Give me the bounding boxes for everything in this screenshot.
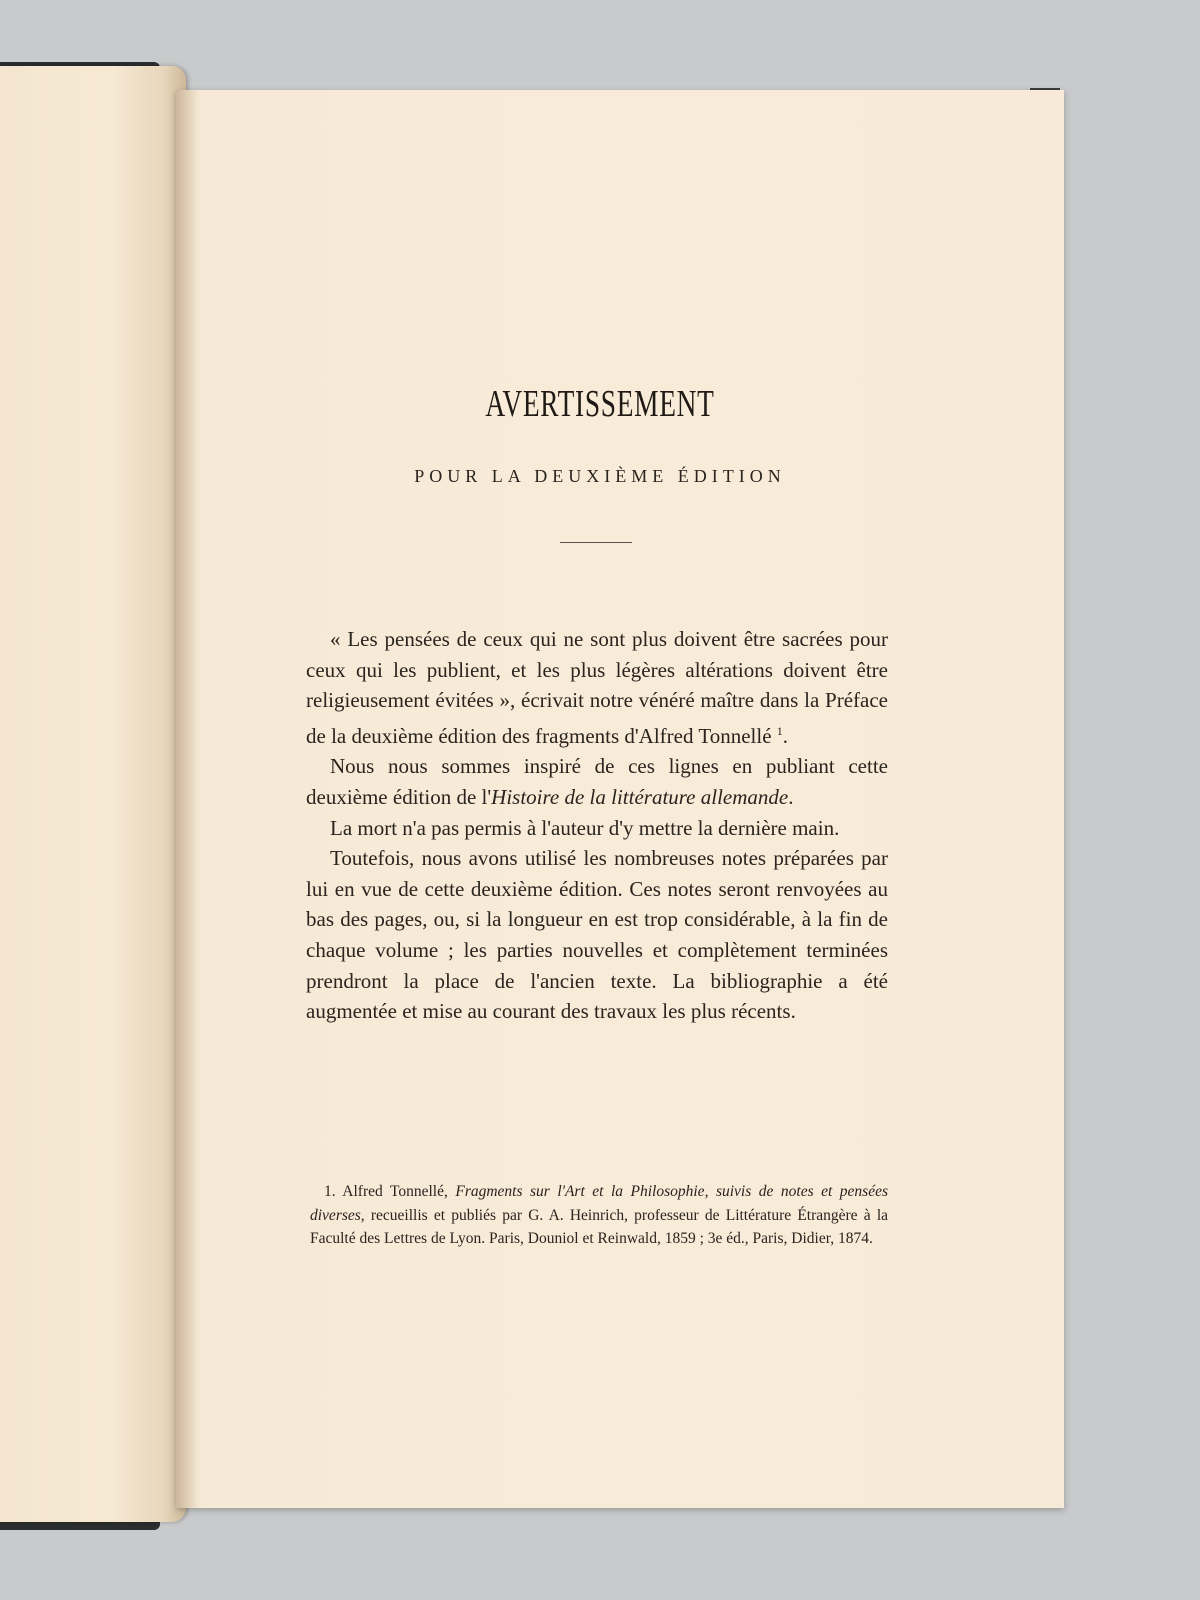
page-subtitle: POUR LA DEUXIÈME ÉDITION: [414, 466, 786, 486]
paragraph-1-text: « Les pensées de ceux qui ne sont plus doivent être sacrées pour ceux qui les publient, et les plus légères altérations doivent être religieusement évitées », écrivait notre vénéré maître dans la Préface de la deuxième édition des fragments d'Alfred Tonnellé: [306, 627, 888, 748]
body-text: [306, 624, 888, 1027]
footnote-text: recueillis et publiés par G. A. Heinrich, professeur de Littérature Étrangère à la Faculté des Lettres de Lyon. Paris, Douniol et Reinwald, 1859 ; 3e éd., Paris, Didier, 1874.: [310, 1206, 889, 1247]
footnote: [310, 1180, 888, 1251]
footnote-work-title: Fragments sur l'Art et la Philosophie, suivis de notes et pensées diverses,: [310, 1183, 888, 1224]
book-title-reference: Histoire de la littérature allemande: [491, 784, 789, 809]
paragraph-2: [306, 751, 888, 812]
footnote-reference[interactable]: 1: [776, 723, 783, 738]
footnote-author: Alfred Tonnellé,: [342, 1183, 448, 1200]
paragraph-4: Toutefois, nous avons utilisé les nombreuses notes préparées par lui en vue de cette deuxième édition. Ces notes seront renvoyées au bas des pages, ou, si la longueur en est trop considérable, à la fin de chaque volume ; les parties nouvelles et complètement terminées prendront la place de l'ancien texte. La bibliographie a été augmentée et mise au courant des travaux les plus récents.: [306, 846, 888, 1024]
paragraph-3: La mort n'a pas permis à l'auteur d'y mettre la dernière main.: [330, 815, 840, 840]
footnote-number: 1.: [324, 1183, 336, 1200]
paragraph-2-text: Nous nous sommes inspiré de ces lignes en publiant cette deuxième édition de l': [306, 754, 888, 809]
left-page: [0, 66, 186, 1522]
page-title: AVERTISSEMENT: [485, 383, 715, 425]
gutter-shadow: [176, 90, 198, 1508]
paragraph-2-end: .: [788, 784, 794, 809]
title-divider: [560, 542, 632, 543]
paragraph-1-end: .: [782, 723, 789, 748]
paragraph-1: [306, 624, 888, 751]
